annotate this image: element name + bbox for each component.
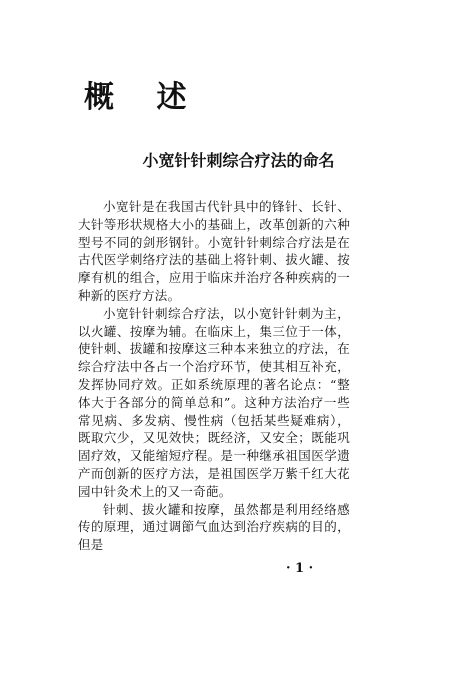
chapter-title: 概 述 [84, 80, 203, 115]
page-number: · 1 · [286, 561, 314, 576]
section-title: 小宽针针刺综合疗法的命名 [142, 151, 335, 170]
paragraph: 针刺、拔火罐和按摩，虽然都是利用经络感传的原理，通过调節气血达到治疗疾病的目的，但是 [78, 501, 350, 553]
paragraph: 小宽针针刺综合疗法，以小宽针针刺为主，以火罐、按摩为辅。在临床上，集三位于一体，使针刺、拔罐和按摩这三种本来独立的疗法，在综合疗法中各占一个治疗环节，使其相互补充，发挥协同疗效。正如系统原理的著名论点：“整体大于各部分的简单总和”。这种方法治疗一些常见病、多发病、慢性病（包括某些疑难病），既取穴少，又见效快；既经济，又安全；既能巩固疗效，又能缩短疗程。是一种继承祖国医学遗产而创新的医疗方法，是祖国医学万紫千红大花园中针灸术上的又一奇葩。 [78, 305, 350, 499]
paragraph: 小宽针是在我国古代针具中的锋针、长针、大针等形状规格大小的基础上，改革创新的六种型号不同的剑形钢针。小宽针针刺综合疗法是在古代医学刺络疗法的基础上将针刺、拔火罐、按摩有机的组合，应用于临床并治疗各种疾病的一种新的医疗方法。 [78, 199, 350, 303]
body-text [78, 198, 350, 554]
